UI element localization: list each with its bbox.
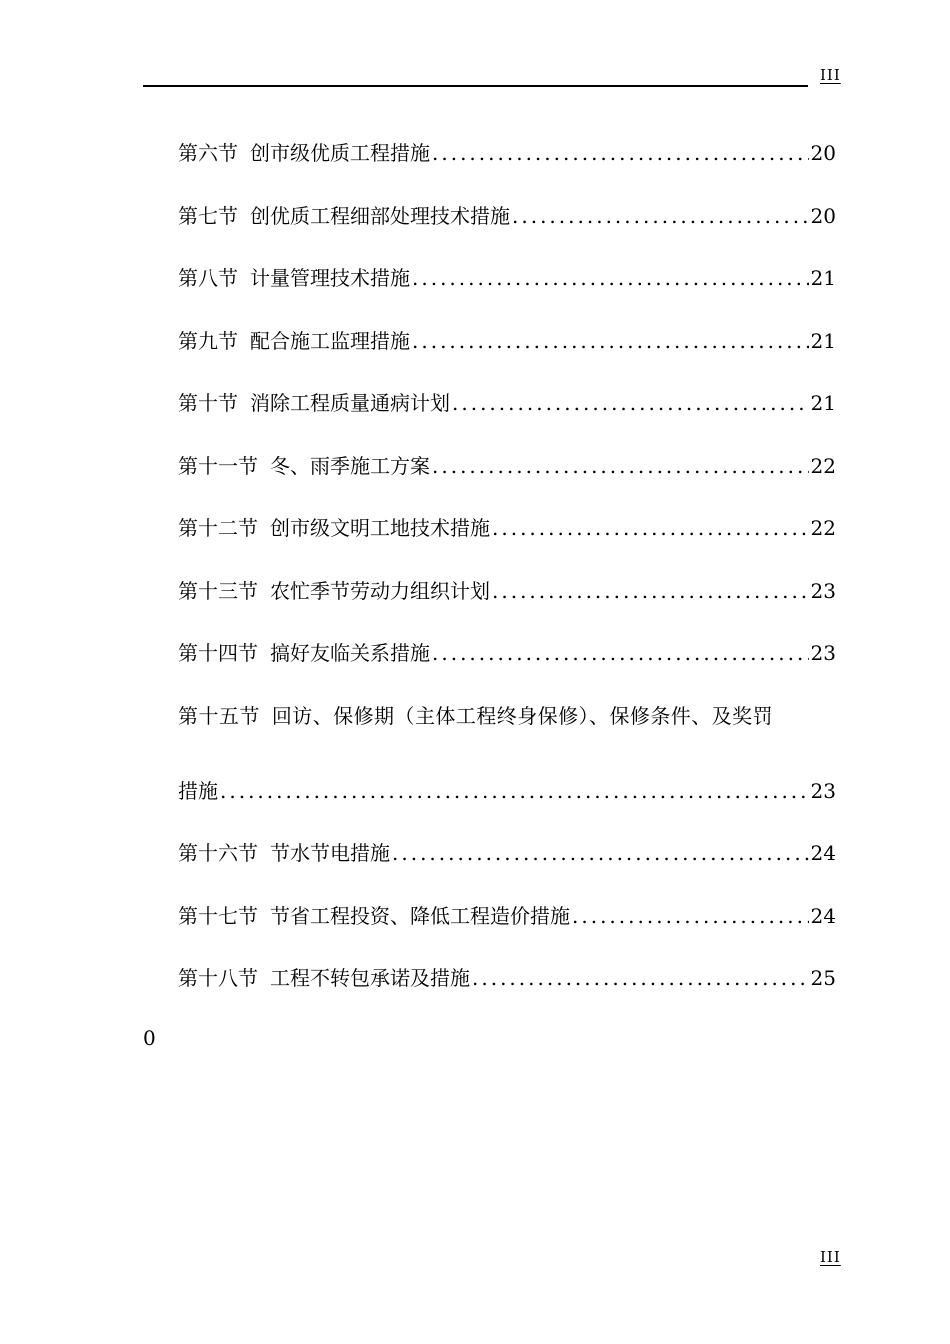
toc-entry[interactable]: [178, 325, 836, 388]
toc-section: 第六节: [178, 141, 238, 165]
toc-title: 消除工程质量通病计划: [250, 391, 450, 415]
toc-title: 节水节电措施: [270, 841, 390, 865]
toc-entry[interactable]: [178, 200, 836, 263]
toc-leader: [220, 779, 809, 803]
toc-section: 第十二节: [178, 516, 258, 540]
table-of-contents: [178, 137, 836, 1025]
toc-entry[interactable]: [178, 450, 836, 513]
toc-page: 24: [810, 903, 836, 928]
toc-title: 配合施工监理措施: [250, 328, 410, 353]
toc-section: 第八节: [178, 266, 238, 290]
toc-page: 22: [810, 453, 836, 478]
toc-page: 23: [810, 578, 836, 603]
toc-entry[interactable]: [178, 137, 836, 200]
toc-page: 24: [810, 841, 836, 865]
toc-leader: [412, 329, 809, 353]
toc-entry[interactable]: [178, 387, 836, 450]
header-page-number: III: [820, 66, 841, 84]
toc-section: 第九节: [178, 328, 238, 353]
toc-entry[interactable]: [178, 512, 836, 575]
toc-section: 第七节: [178, 203, 238, 228]
toc-title: 创市级优质工程措施: [250, 141, 430, 165]
toc-leader: [492, 579, 809, 603]
footer-page-number: III: [820, 1248, 841, 1266]
toc-leader: [392, 841, 809, 865]
toc-title: 计量管理技术措施: [250, 266, 410, 290]
toc-leader: [432, 454, 809, 478]
toc-page: 23: [810, 778, 836, 803]
toc-page: 25: [810, 966, 836, 990]
toc-entry[interactable]: [178, 837, 836, 900]
toc-section: 第十三节: [178, 578, 258, 603]
toc-entry[interactable]: [178, 575, 836, 638]
toc-entry[interactable]: [178, 700, 836, 775]
toc-entry[interactable]: [178, 900, 836, 963]
toc-page: 22: [810, 516, 836, 540]
toc-leader: [412, 266, 809, 290]
toc-leader: [492, 516, 809, 540]
toc-page: 23: [810, 641, 836, 665]
toc-title: 工程不转包承诺及措施: [270, 966, 470, 990]
stray-text: 0: [143, 1026, 156, 1050]
toc-section: 第十七节: [178, 903, 258, 928]
toc-leader: [572, 904, 809, 928]
toc-leader: [512, 204, 809, 228]
toc-section: 第十八节: [178, 966, 258, 990]
header-rule: [143, 85, 808, 87]
toc-entry-continuation[interactable]: [178, 775, 836, 838]
toc-title: 创优质工程细部处理技术措施: [250, 203, 510, 228]
toc-leader: [432, 141, 809, 165]
toc-title: 节省工程投资、降低工程造价措施: [270, 903, 570, 928]
toc-title-continuation: 措施: [178, 778, 218, 803]
toc-leader: [472, 966, 809, 990]
toc-title: 农忙季节劳动力组织计划: [270, 578, 490, 603]
toc-entry[interactable]: [178, 262, 836, 325]
toc-title: 创市级文明工地技术措施: [270, 516, 490, 540]
toc-page: 20: [810, 141, 836, 165]
toc-title: 搞好友临关系措施: [270, 641, 430, 665]
toc-section: 第十五节: [178, 703, 260, 728]
toc-page: 21: [810, 391, 836, 415]
toc-section: 第十节: [178, 391, 238, 415]
toc-section: 第十四节: [178, 641, 258, 665]
toc-leader: [452, 391, 809, 415]
toc-page: 21: [810, 266, 836, 290]
toc-section: 第十一节: [178, 453, 258, 478]
toc-title: 冬、雨季施工方案: [270, 453, 430, 478]
toc-leader: [432, 641, 809, 665]
toc-page: 20: [810, 203, 836, 228]
toc-entry[interactable]: [178, 962, 836, 1025]
toc-page: 21: [810, 328, 836, 353]
toc-entry[interactable]: [178, 637, 836, 700]
toc-title: 回访、保修期（主体工程终身保修）、保修条件、及奖罚: [271, 703, 774, 728]
toc-section: 第十六节: [178, 841, 258, 865]
